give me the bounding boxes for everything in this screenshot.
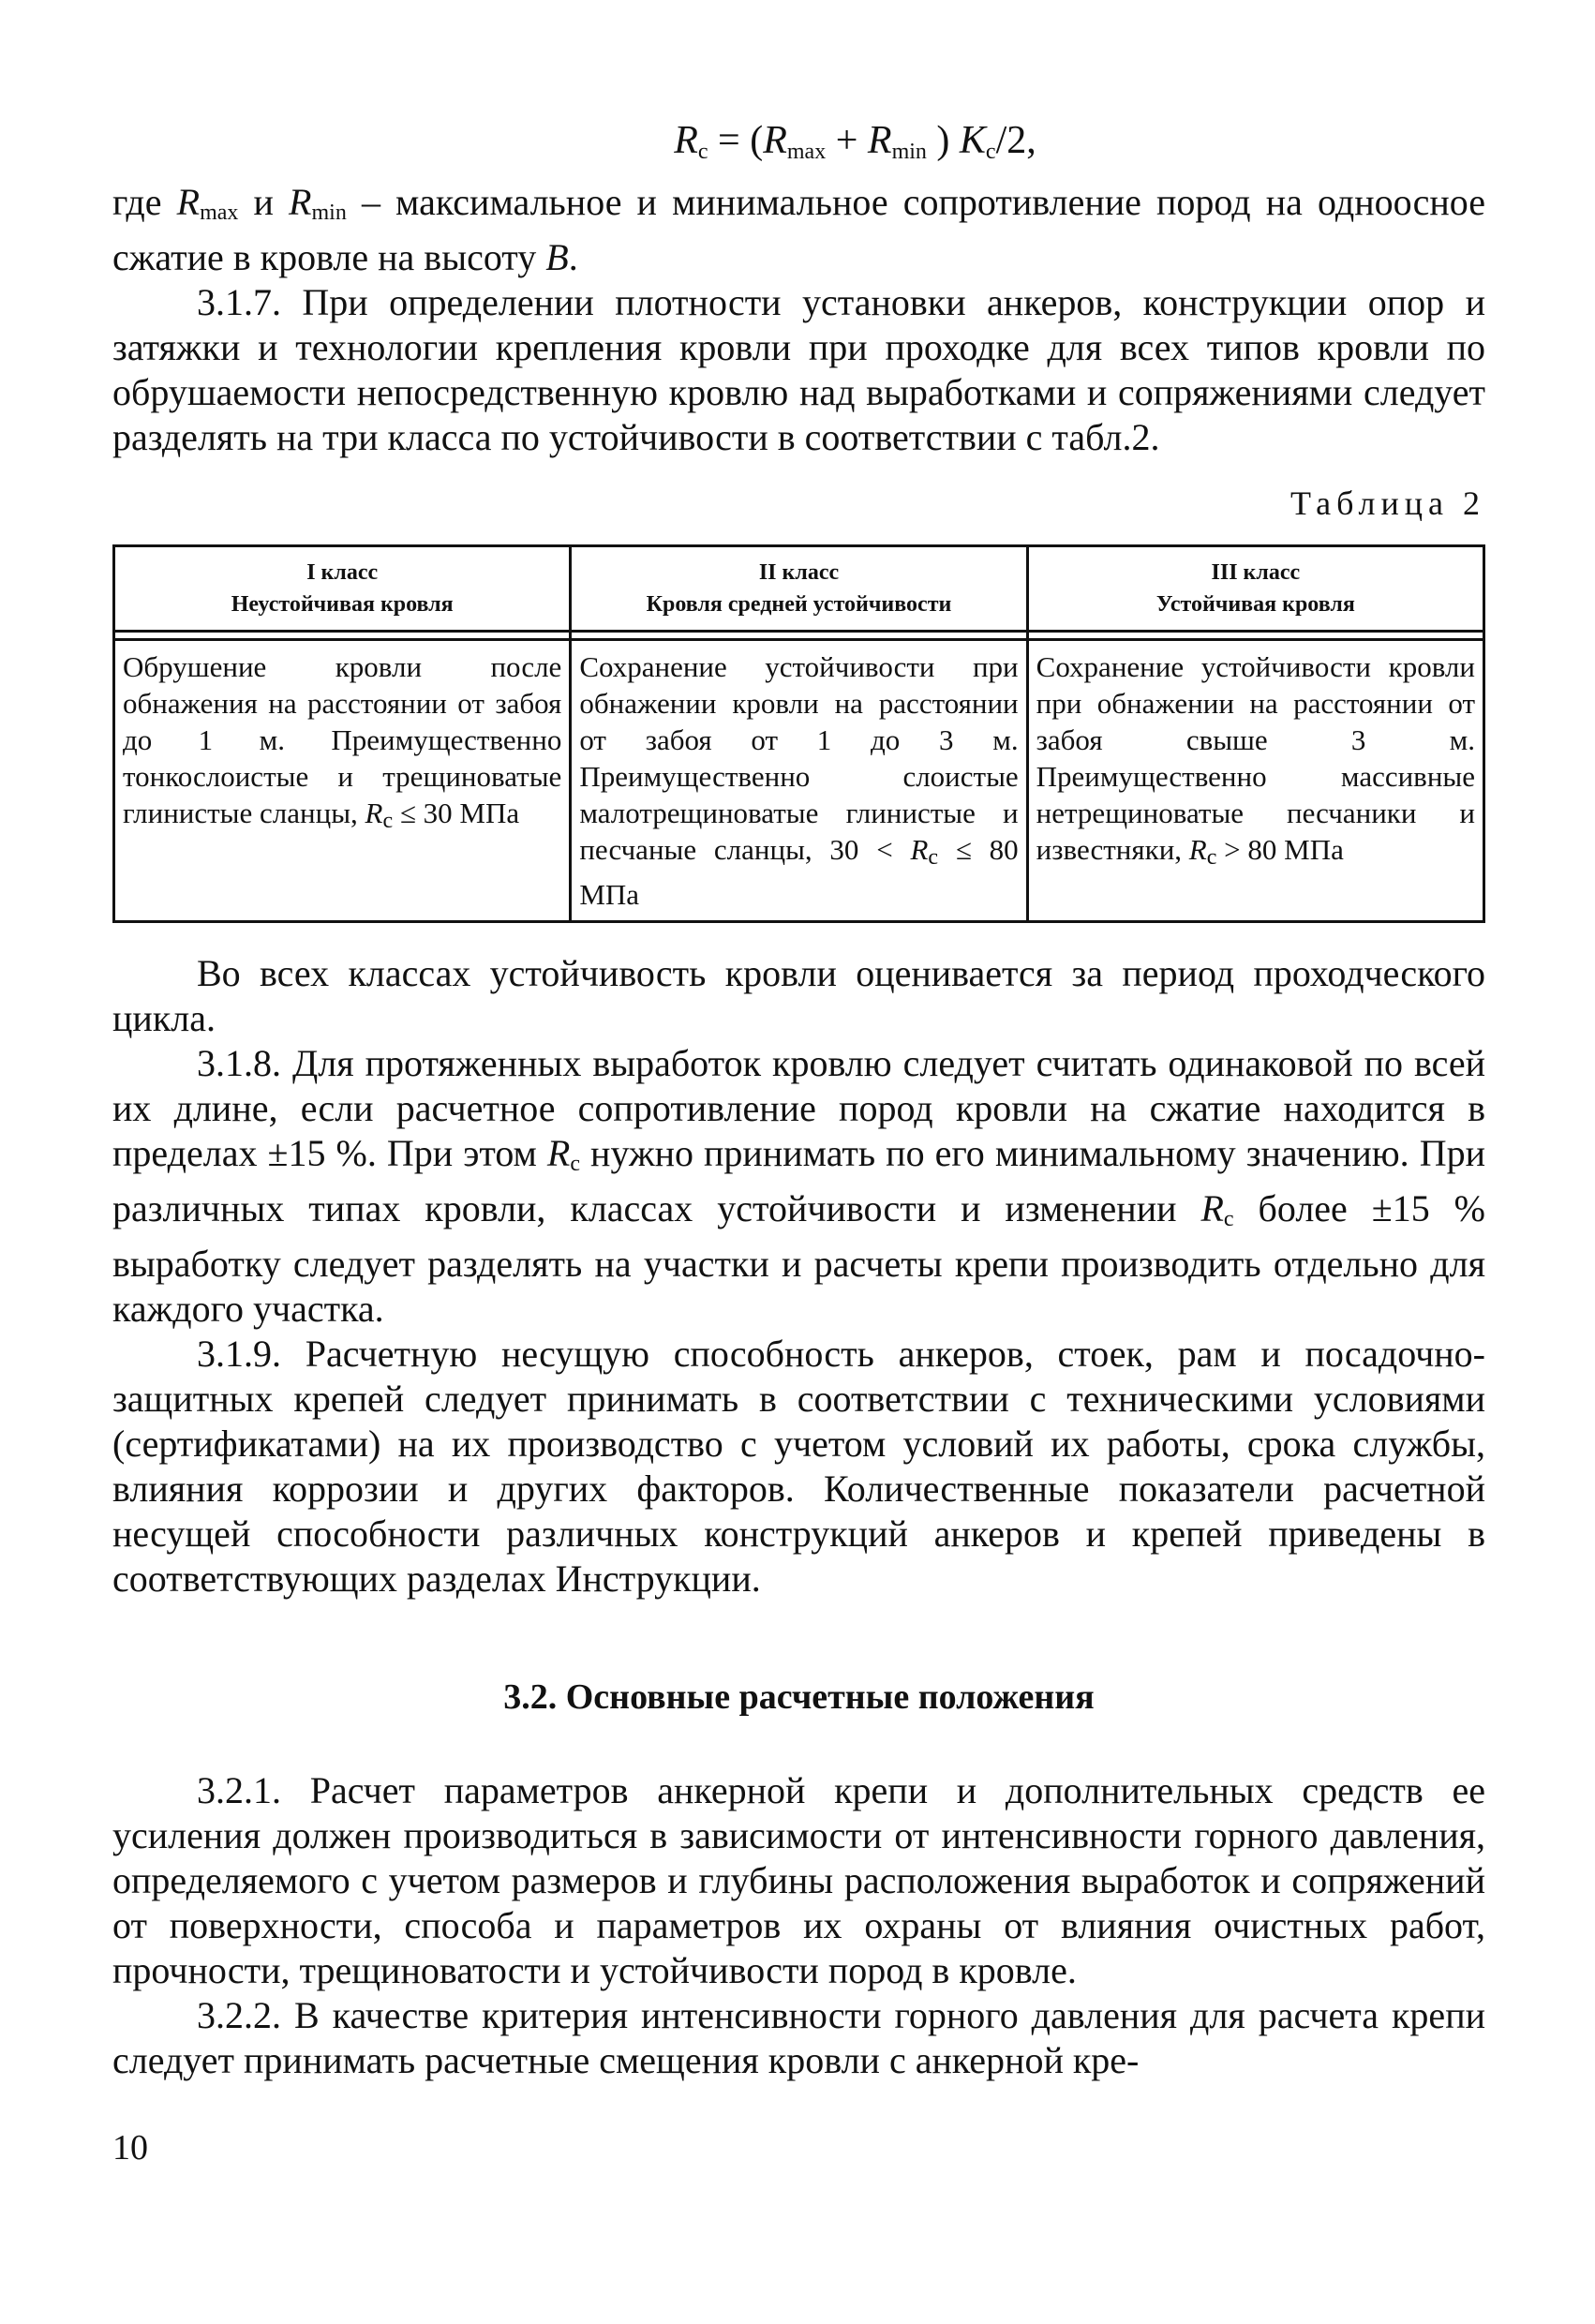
symbol-r: R (365, 797, 383, 829)
cell-text: > 80 МПа (1216, 833, 1344, 866)
cell-text: Обрушение кровли после обнажения на расстоянии от забоя до 1 м. Преимущественно тонкослоистые и трещиноватые глинистые сланцы, (123, 650, 562, 829)
section-title: 3.2. Основные расчетные положения (503, 1677, 1095, 1717)
table-cell-class-3 (1027, 640, 1483, 922)
table-label: Таблица 2 (1290, 484, 1485, 522)
formula-symbol: R (867, 119, 892, 162)
subscript: c (1206, 845, 1217, 870)
formula-operator: /2, (995, 119, 1036, 162)
subscript: c (928, 845, 939, 870)
symbol-r: R (1200, 1187, 1224, 1229)
page-number: 10 (112, 2128, 148, 2168)
formula-operator: = ( (708, 119, 764, 162)
table-header-row (114, 546, 1484, 632)
text-run: – максимальное и минимальное сопротивление пород на одноосное сжатие в кровле на высоту (112, 181, 1485, 278)
symbol-r: R (546, 1132, 571, 1174)
roof-class-table (112, 544, 1485, 923)
separator-cell (571, 632, 1027, 640)
formula-rc (225, 112, 1485, 180)
header-line: Устойчивая кровля (1155, 592, 1355, 617)
paragraph-3-2-2: 3.2.2. В качестве критерия интенсивности горного давления для расчета крепи следует принимать расчетные смещения кровли с анкерной кре- (112, 1994, 1485, 2081)
cell-text: Сохранение устойчивости кровли при обнажении на расстоянии от забоя свыше 3 м. Преимущественно массивные нетрещиноватые песчаники и известняки, (1036, 650, 1475, 866)
paragraph-3-2-1: 3.2.1. Расчет параметров анкерной крепи и дополнительных средств ее усиления должен производиться в зависимости от интенсивности горного давления, определяемого с учетом размеров и глубины расположения выработок и сопряжений от поверхности, способа и параметров их охраны от влияния очистных работ, прочности, трещиноватости и устойчивости пород в кровле. (112, 1769, 1485, 1991)
paragraph-3-1-8 (112, 1041, 1485, 1332)
header-line: I класс (306, 560, 379, 585)
formula-subscript: c (985, 140, 996, 164)
text-run: . (568, 236, 578, 278)
paragraph-3-1-7: 3.1.7. При определении плотности установки анкеров, конструкции опор и затяжки и технологии крепления кровли при проходке для всех типов кровли по обрушаемости непосредственную кровлю над выработками и сопряжениями следует разделять на три класса по устойчивости в соответствии с табл.2. (112, 281, 1485, 458)
paragraph-classes: Во всех классах устойчивость кровли оценивается за период проходческого цикла. (112, 952, 1485, 1039)
table-header-class-1 (114, 546, 571, 632)
formula-symbol: K (959, 119, 986, 162)
separator-cell (1027, 632, 1483, 640)
table-header-class-3 (1027, 546, 1483, 632)
separator-cell (114, 632, 571, 640)
header-line: II класс (758, 560, 840, 585)
text-run: нужно принимать по его минимальному значению. При различных типах кровли, классах устойчивости и изменении (112, 1132, 1485, 1229)
table-separator-row (114, 632, 1484, 640)
cell-text: ≤ 30 МПа (393, 797, 520, 829)
table-row (114, 640, 1484, 922)
cell-text: ≤ 80 МПа (579, 833, 1019, 911)
formula-symbol: R (674, 119, 698, 162)
subscript: c (382, 809, 394, 833)
subscript: max (200, 201, 239, 225)
spacer (112, 923, 1485, 951)
symbol-b: B (545, 236, 569, 278)
formula-operator: ) (926, 119, 960, 162)
formula-explanation (112, 180, 1485, 280)
text-run: более ±15 % выработку следует разделять на участки и расчеты крепи производить отдельно для каждого участка. (112, 1187, 1485, 1330)
formula-subscript: c (697, 140, 708, 164)
text-run: и (238, 181, 290, 223)
paragraph-3-1-9: 3.1.9. Расчетную несущую способность анкеров, стоек, рам и посадочно-защитных крепей следует принимать в соответствии с техническими условиями (сертификатами) на их производство с учетом условий их работы, срока службы, влияния коррозии и других факторов. Количественные показатели расчетной несущей способности различных конструкций анкеров и крепей приведены в соответствующих разделах Инструкции. (112, 1333, 1485, 1600)
subscript: c (570, 1152, 581, 1176)
header-line: Неустойчивая кровля (231, 592, 454, 617)
table-header-class-2 (571, 546, 1027, 632)
formula-subscript: min (891, 140, 927, 164)
document-page (112, 112, 1485, 2083)
subscript: c (1223, 1207, 1234, 1231)
text-run: где (112, 181, 177, 223)
symbol-r: R (910, 833, 929, 866)
formula-operator: + (826, 119, 868, 162)
header-line: Кровля средней устойчивости (646, 592, 952, 617)
table-cell-class-1 (114, 640, 571, 922)
text-run: 3.1.8. Для протяженных выработок кровлю следует считать одинаковой по всей их длине, если расчетное сопротивление пород кровли на сжатие находится в пределах ±15 %. При этом (112, 1042, 1485, 1174)
formula-subscript: max (786, 140, 827, 164)
cell-text: Сохранение устойчивости при обнажении кровли на расстоянии от забоя от 1 до 3 м. Преимущественно слоистые малотрещиноватые глинистые и песчаные сланцы, 30 < (579, 650, 1019, 866)
formula-symbol: R (763, 119, 787, 162)
table-cell-class-2 (571, 640, 1027, 922)
symbol-r: R (176, 181, 201, 223)
symbol-r: R (289, 181, 312, 223)
header-line: III класс (1211, 560, 1301, 585)
symbol-r: R (1188, 833, 1207, 866)
subscript: min (311, 201, 347, 225)
